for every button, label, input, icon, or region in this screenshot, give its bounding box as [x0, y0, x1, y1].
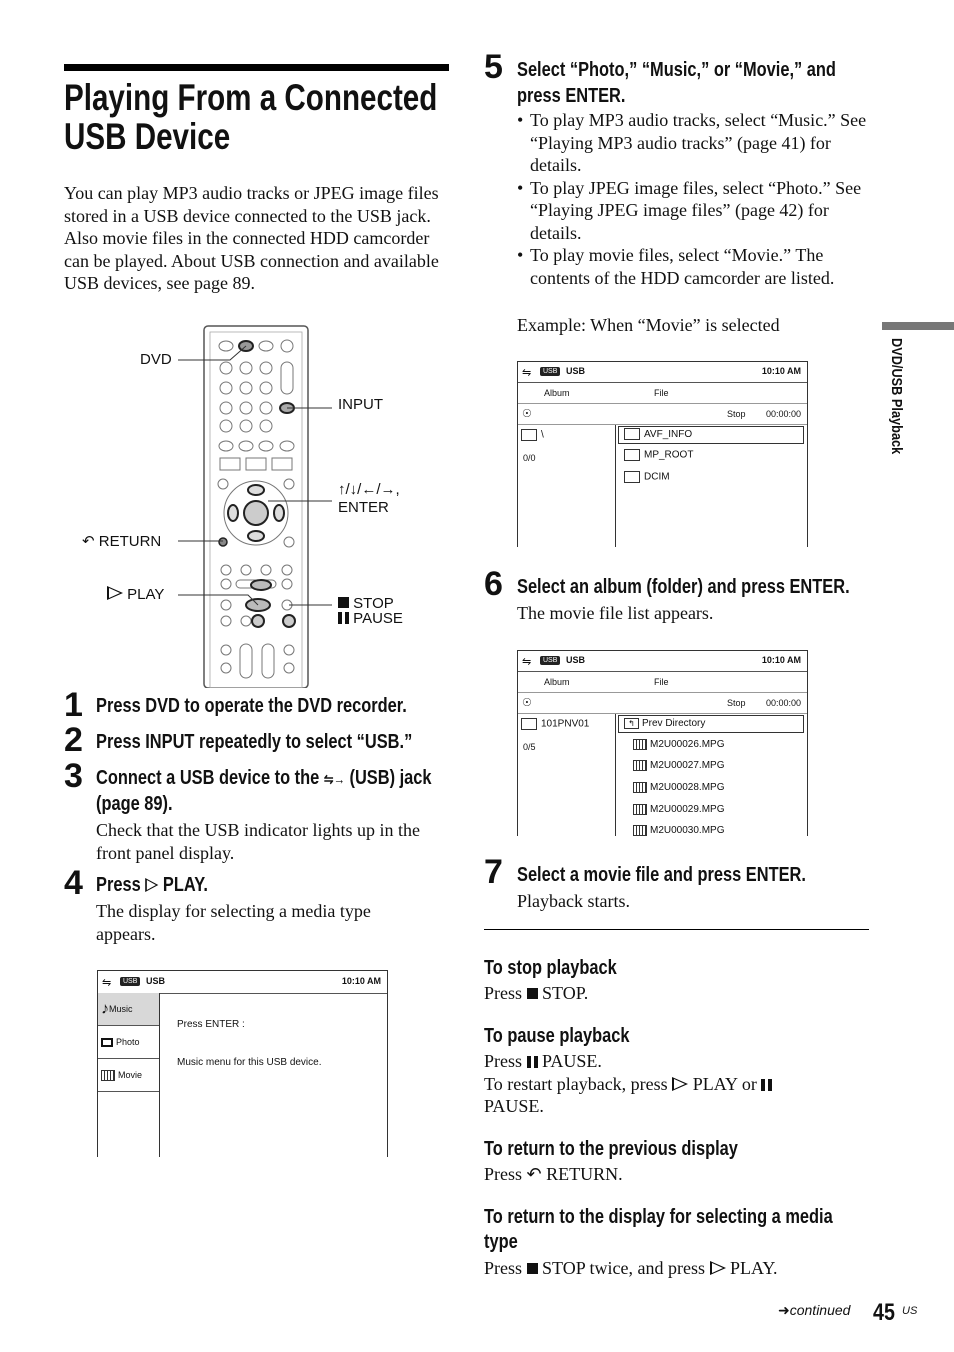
restart-playback-text: To restart playback, press PLAY or	[484, 1073, 772, 1096]
step-6-heading: Select an album (folder) and press ENTER.	[517, 576, 850, 598]
folder-icon	[521, 718, 537, 730]
step-number-2: 2	[64, 721, 83, 759]
step-number-1: 1	[64, 686, 83, 724]
usb-icon: ⇋	[522, 656, 532, 668]
film-icon	[101, 1070, 115, 1081]
movie-file-2[interactable]: M2U00028.MPG	[633, 782, 724, 793]
stop-icon	[338, 597, 349, 608]
album-pane	[518, 425, 616, 547]
remote-enter-label: ENTER	[338, 499, 389, 516]
remote-input-label: INPUT	[338, 396, 383, 413]
screen-movie-files	[517, 650, 808, 836]
step-1-heading: Press DVD to operate the DVD recorder.	[96, 695, 407, 717]
status-row: ☉ Stop 00:00:00	[518, 404, 807, 425]
stop-playback-text: Press STOP.	[484, 983, 589, 1003]
film-icon	[633, 804, 647, 815]
screen-header: ⇋ USB USB 10:10 AM	[518, 362, 807, 383]
step-number-6: 6	[484, 565, 503, 603]
step-3-heading-line2: (page 89).	[96, 793, 173, 815]
film-icon	[633, 739, 647, 750]
album-folder[interactable]: 101PNV01	[521, 718, 589, 730]
step-3-text: Check that the USB indicator lights up in the front panel display.	[96, 820, 420, 863]
folder-icon	[624, 471, 640, 483]
step-5-heading: Select “Photo,” “Music,” or “Movie,” and press ENTER.	[517, 59, 836, 107]
return-icon: ↶	[82, 533, 95, 550]
return-media-heading-line2: type	[484, 1231, 518, 1253]
page-title-line2: USB Device	[64, 116, 231, 157]
step-7-text: Playback starts.	[517, 891, 630, 911]
file-item-1[interactable]: MP_ROOT	[624, 449, 693, 461]
media-msg-2: Music menu for this USB device.	[177, 1057, 322, 1068]
return-icon: ↶	[526, 1164, 542, 1184]
side-tab-label: DVD/USB Playback	[888, 338, 905, 455]
intro-paragraph: You can play MP3 audio tracks or JPEG image files stored in a USB device connected to the USB jack. Also movie files in the connected HDD camcorder can be played. About USB connection and available USB devices, see page 89.	[64, 183, 439, 293]
return-previous-heading: To return to the previous display	[484, 1138, 738, 1160]
music-note-icon: ♪	[101, 1000, 109, 1018]
remote-dvd-label: DVD	[140, 351, 172, 368]
prev-directory-item[interactable]: ↰ Prev Directory	[618, 715, 804, 733]
step-5-bullet-1: • To play MP3 audio tracks, select “Music.” See “Playing MP3 audio tracks” (page 41) for details.	[517, 109, 867, 177]
step-7-heading: Select a movie file and press ENTER.	[517, 864, 806, 886]
movie-file-4[interactable]: M2U00030.MPG	[633, 825, 724, 836]
file-item-2[interactable]: DCIM	[624, 471, 670, 483]
album-count: 0/5	[523, 742, 536, 752]
media-msg-1: Press ENTER :	[177, 1019, 245, 1030]
media-item-movie[interactable]: Movie	[98, 1059, 159, 1092]
side-tab-bar	[882, 322, 954, 330]
remote-play-label: PLAY	[107, 586, 164, 603]
pause-icon	[338, 612, 349, 624]
pause-icon	[761, 1079, 772, 1091]
back-folder-icon: ↰	[624, 718, 639, 729]
media-list	[98, 993, 160, 1157]
step-number-4: 4	[64, 864, 83, 902]
return-media-heading: To return to the display for selecting a media	[484, 1206, 833, 1228]
movie-file-3[interactable]: M2U00029.MPG	[633, 804, 724, 815]
step-5-bullet-3: • To play movie files, select “Movie.” The contents of the HDD camcorder are listed.	[517, 244, 867, 289]
step-2-heading: Press INPUT repeatedly to select “USB.”	[96, 731, 413, 753]
title-rule	[64, 64, 449, 71]
section-divider	[484, 929, 869, 930]
restart-playback-text-line2: PAUSE.	[484, 1096, 544, 1116]
screen-media-select	[97, 970, 388, 1157]
media-item-music[interactable]: ♪Music	[98, 993, 159, 1026]
folder-icon	[521, 429, 537, 441]
disc-icon: ☉	[522, 697, 532, 709]
step-number-5: 5	[484, 48, 503, 86]
remote-return-label: ↶ RETURN	[82, 533, 162, 550]
play-icon	[710, 1261, 726, 1275]
screen-header: ⇋ USB USB 10:10 AM	[98, 971, 387, 994]
return-media-text: Press STOP twice, and press PLAY.	[484, 1258, 778, 1278]
remote-pause-label: PAUSE	[338, 610, 403, 627]
folder-icon	[624, 449, 640, 461]
step-4-heading: Press PLAY.	[96, 874, 208, 896]
continued-label: ➜continued	[778, 1302, 851, 1318]
play-icon	[107, 586, 123, 600]
usb-icon: ⇋	[522, 367, 532, 379]
step-number-7: 7	[484, 853, 503, 891]
movie-file-0[interactable]: M2U00026.MPG	[633, 739, 724, 750]
step-number-3: 3	[64, 757, 83, 795]
return-previous-text: Press ↶ RETURN.	[484, 1164, 623, 1184]
film-icon	[633, 825, 647, 836]
status-row: ☉ Stop 00:00:00	[518, 693, 807, 714]
remote-stop-label: STOP	[338, 595, 394, 612]
column-header-row: Album File	[518, 383, 807, 404]
pause-icon	[527, 1056, 538, 1068]
folder-icon	[624, 428, 640, 440]
step-5-bullet-2: • To play JPEG image files, select “Photo.” See “Playing JPEG image files” (page 42) for details.	[517, 177, 867, 245]
album-count: 0/0	[523, 453, 536, 463]
photo-icon	[101, 1038, 113, 1047]
stop-icon	[527, 1263, 538, 1274]
play-icon	[672, 1077, 688, 1091]
media-item-photo[interactable]: Photo	[98, 1026, 159, 1059]
arrow-right-icon: ➜	[778, 1302, 790, 1318]
step-5-bullets	[517, 109, 867, 289]
remote-arrows-label: ↑/↓/←/→,	[338, 481, 400, 498]
album-folder[interactable]: \	[521, 429, 544, 441]
pause-playback-heading: To pause playback	[484, 1025, 630, 1047]
step-6-text: The movie file list appears.	[517, 603, 714, 623]
page-number: 45	[873, 1299, 895, 1326]
remote-illustration	[60, 318, 450, 688]
disc-icon: ☉	[522, 408, 532, 420]
film-icon	[633, 782, 647, 793]
stop-icon	[527, 988, 538, 999]
pause-playback-text: Press PAUSE.	[484, 1051, 602, 1071]
usb-icon: ⇋	[102, 977, 112, 989]
film-icon	[633, 760, 647, 771]
page-suffix: US	[902, 1305, 918, 1317]
screen-album	[517, 361, 808, 547]
file-item-0[interactable]: AVF_INFO	[618, 426, 804, 444]
play-icon	[145, 878, 158, 892]
movie-file-1[interactable]: M2U00027.MPG	[633, 760, 724, 771]
page-title: Playing From a Connected	[64, 77, 438, 118]
step-4-text: The display for selecting a media type appears.	[96, 901, 371, 944]
screen-header: ⇋ USB USB 10:10 AM	[518, 651, 807, 672]
usb-icon: ⇋→	[323, 771, 345, 787]
step-3-heading: Connect a USB device to the ⇋→ (USB) jack	[96, 767, 432, 789]
step-5-example: Example: When “Movie” is selected	[517, 315, 780, 335]
stop-playback-heading: To stop playback	[484, 957, 617, 979]
album-pane	[518, 714, 616, 836]
column-header-row: Album File	[518, 672, 807, 693]
